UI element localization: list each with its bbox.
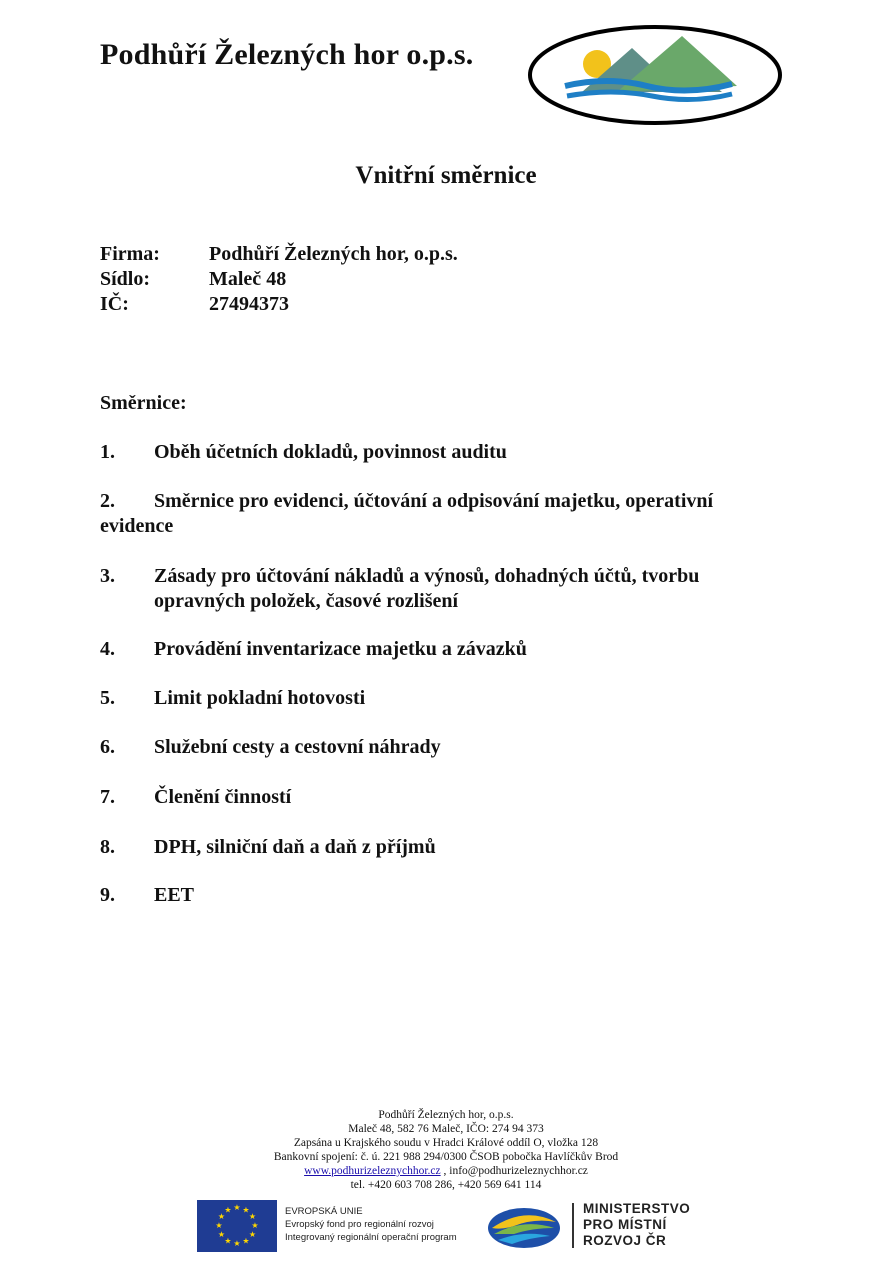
eu-title: EVROPSKÁ UNIE: [285, 1206, 363, 1217]
ministry-logo-icon: [484, 1200, 564, 1252]
info-value: Podhůří Železných hor, o.p.s.: [209, 243, 458, 265]
footer-phone: tel. +420 603 708 286, +420 569 641 114: [350, 1179, 542, 1191]
svg-text:★: ★: [251, 1221, 259, 1230]
directive-item: [100, 637, 780, 662]
directive-number: 7.: [100, 786, 115, 808]
directive-number: 9.: [100, 884, 115, 906]
svg-text:★: ★: [217, 1212, 226, 1221]
directive-text: EET: [154, 884, 195, 906]
organization-logo: [527, 24, 783, 126]
svg-text:★: ★: [233, 1203, 241, 1212]
info-value: 27494373: [209, 293, 289, 315]
directive-item: [100, 489, 765, 539]
directive-item: [100, 735, 780, 760]
directive-item: [100, 785, 780, 810]
info-label: Firma:: [100, 243, 160, 265]
info-label: IČ:: [100, 293, 129, 315]
footer-org-name: Podhůří Železných hor, o.p.s.: [378, 1109, 514, 1121]
svg-text:★: ★: [217, 1230, 226, 1239]
svg-text:★: ★: [224, 1205, 232, 1215]
directive-text: Služební cesty a cestovní náhrady: [154, 736, 441, 758]
directive-number: 5.: [100, 687, 115, 709]
footer-registration: Zapsána u Krajského soudu v Hradci Králové oddíl O, vložka 128: [293, 1137, 599, 1149]
directive-number: 4.: [100, 638, 115, 660]
info-label: Sídlo:: [100, 268, 151, 290]
footer-contact: [0, 1108, 892, 1192]
ministry-line-2: PRO MÍSTNÍ: [583, 1217, 667, 1232]
svg-text:★: ★: [242, 1205, 250, 1215]
directive-item: [100, 564, 780, 614]
eu-fund-name: Evropský fond pro regionální rozvoj: [285, 1219, 434, 1230]
email-text: , info@podhurizeleznychhor.cz: [440, 1165, 588, 1177]
svg-text:★: ★: [248, 1230, 257, 1239]
svg-text:★: ★: [224, 1236, 232, 1246]
directive-number: 3.: [100, 565, 115, 587]
document-title: Vnitřní směrnice: [355, 162, 537, 189]
directive-number: 6.: [100, 736, 115, 758]
eu-fund-text: [285, 1205, 457, 1244]
directive-text: Členění činností: [154, 786, 292, 808]
directive-number: 1.: [100, 441, 115, 463]
footer-address: Maleč 48, 582 76 Maleč, IČO: 274 94 373: [348, 1123, 544, 1135]
website-link[interactable]: www.podhurizeleznychhor.cz: [304, 1165, 441, 1177]
directive-item: [100, 883, 780, 908]
ministry-name: [583, 1201, 690, 1249]
ministry-line-3: ROZVOJ ČR: [583, 1233, 667, 1248]
directive-text: DPH, silniční daň a daň z příjmů: [154, 836, 436, 858]
footer-bank: Bankovní spojení: č. ú. 221 988 294/0300 ČSOB pobočka Havlíčkův Brod: [273, 1151, 619, 1163]
directive-text: Zásady pro účtování nákladů a výnosů, dohadných účtů, tvorbu opravných položek, časové rozlišení: [154, 565, 700, 612]
svg-text:★: ★: [233, 1239, 241, 1248]
directive-text: Limit pokladní hotovosti: [154, 687, 366, 709]
svg-text:★: ★: [215, 1221, 223, 1230]
directive-number: 2.: [100, 490, 115, 512]
organization-name: Podhůří Železných hor o.p.s.: [100, 38, 474, 71]
footer-web-email: [0, 1164, 892, 1178]
svg-text:★: ★: [248, 1212, 257, 1221]
eu-flag-icon: [197, 1200, 277, 1252]
directive-text: Oběh účetních dokladů, povinnost auditu: [154, 441, 507, 463]
company-info-row: [100, 268, 286, 294]
svg-text:★: ★: [242, 1236, 250, 1246]
ministry-line-1: MINISTERSTVO: [583, 1201, 691, 1216]
directive-item: [100, 686, 780, 711]
directives-heading: Směrnice:: [100, 392, 187, 414]
directive-item: [100, 440, 780, 465]
directive-text: Směrnice pro evidenci, účtování a odpisování majetku, operativní evidence: [100, 490, 714, 537]
company-info-row: [100, 243, 458, 269]
eu-program-name: Integrovaný regionální operační program: [285, 1232, 457, 1243]
info-value: Maleč 48: [209, 268, 287, 290]
directive-text: Provádění inventarizace majetku a závazků: [154, 638, 527, 660]
company-info-row: [100, 293, 289, 319]
directive-number: 8.: [100, 836, 115, 858]
ministry-divider: [572, 1203, 574, 1248]
directive-item: [100, 835, 780, 860]
